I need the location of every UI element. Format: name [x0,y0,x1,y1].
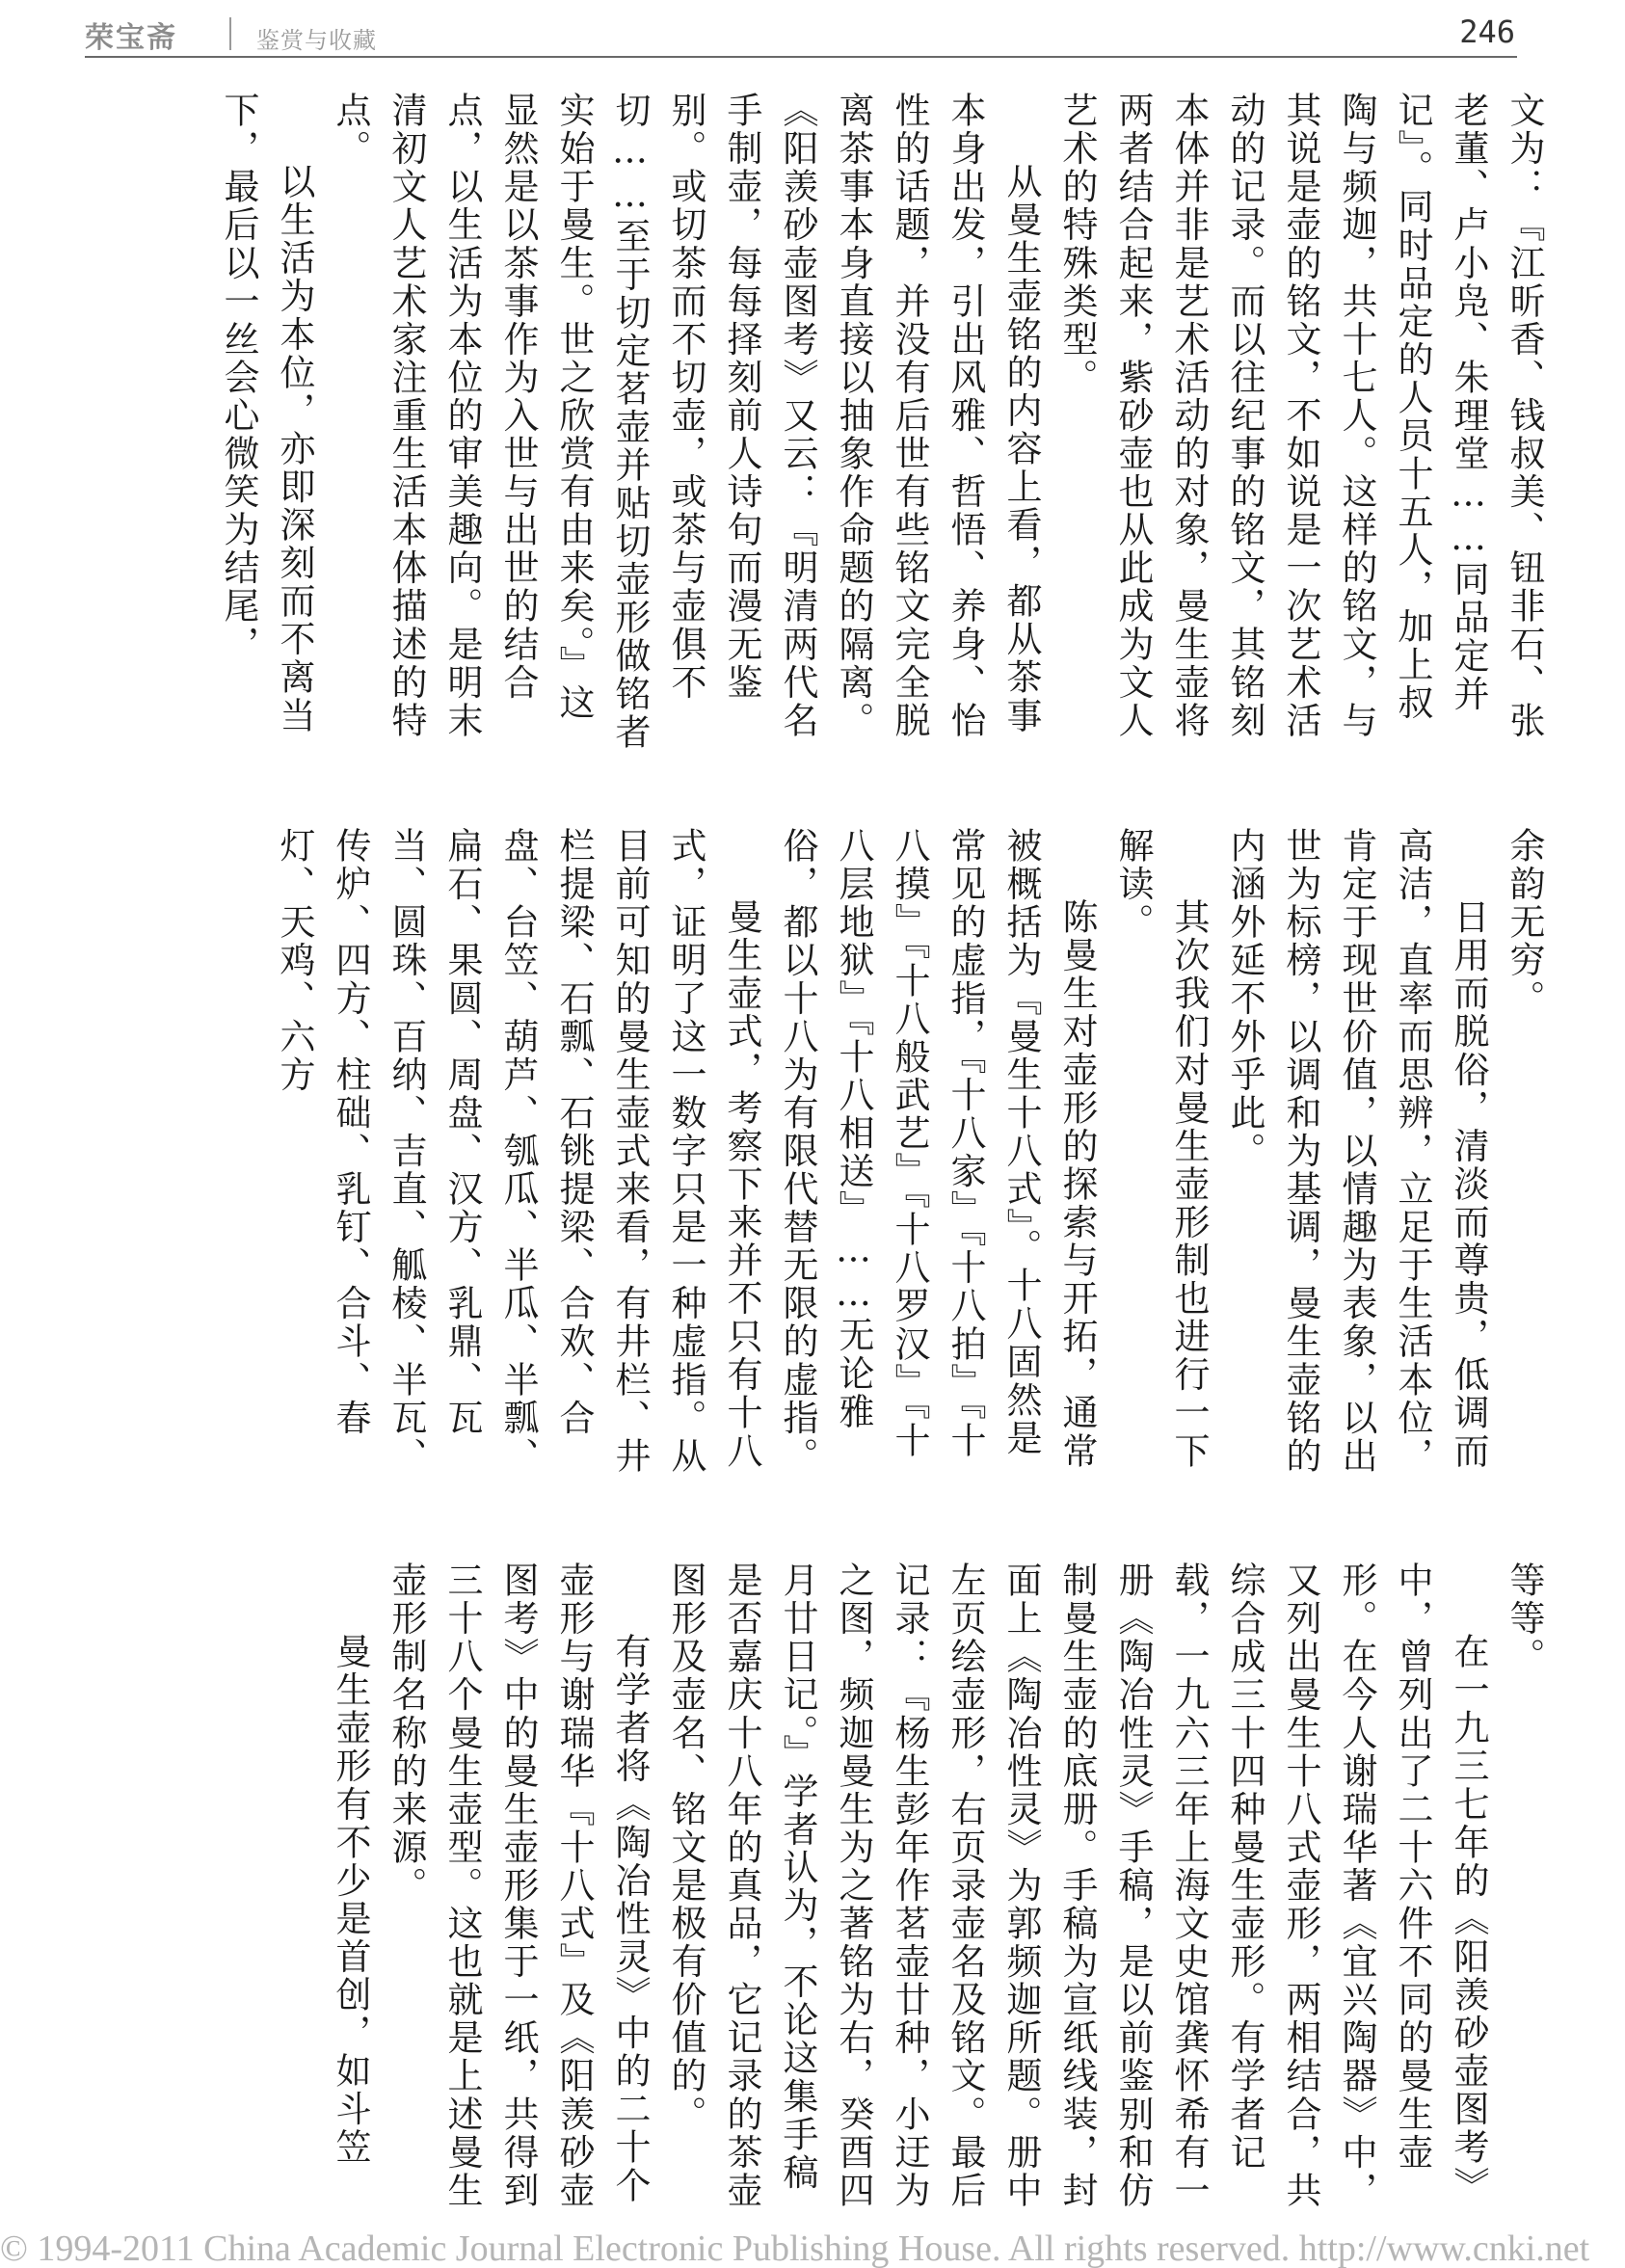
paragraph: 曼生壶式，考察下来并不只有十八式，证明了这一数字只是一种虚指。从目前可知的曼生壶式来看，有井栏、井栏提梁、石瓢、石铫提梁、合欢、合盘、台笠、葫芦、瓠瓜、半瓜、半瓢、扁石、果圆、周盘、汉方、乳鼎、瓦当、圆珠、百纳、吉直、觚棱、半瓦、传炉、四方、柱础、乳钉、合斗、春灯、天鸡、六方 [274,827,762,1476]
paragraph: 在一九三七年的《阳羡砂壶图考》中，曾列出了二十六件不同的曼生壶形。在今人谢瑞华著《宜兴陶器》中，又列出曼生十八式壶形，两相结合，共综合成三十四种曼生壶形。有学者记载，一九六三年上海文史馆龚怀希有一册《陶冶性灵》手稿，是以前鉴别和仿制曼生壶的底册。手稿为宣纸线装，封面上《陶冶性灵》为郭频迦所题。册中左页绘壶形，右页录壶名及铭文。最后记录：『杨生彭年作茗壶廿种，小迂为之图，频迦曼生为之著铭为右，癸酉四月廿日记。』学者认为，不论这集手稿是否嘉庆十八年的真品，它记录的茶壶图形及壶名、铭文是极有价值的。 [665,1561,1489,2210]
paragraph: 有学者将《陶冶性灵》中的二十个壶形与谢瑞华『十八式』及《阳羡砂壶图考》中的曼生壶形集于一纸，共得到三十八个曼生壶型。这也就是上述曼生壶形制名称的来源。 [386,1561,651,2210]
text-block-middle [67,827,1552,1489]
text-block-bottom [67,1561,1552,2224]
journal-brand: 荣宝斋 [85,21,177,55]
header-rule [85,56,1517,58]
paragraph: 以生活为本位，亦即深刻而不离当下，最后以一丝会心微笑为结尾， [218,92,315,735]
copyright-footer: © 1994-2011 China Academic Journal Electronic Publishing House. All rights reserved. http://www.cnki.net [0,2229,1590,2268]
text-block-top [67,92,1552,754]
paragraph: 曼生壶形有不少是首创，如斗笠 [330,1633,371,2167]
section-title: 鉴赏与收藏 [256,27,377,54]
paragraph: 日用而脱俗，清淡而尊贵，低调而高洁，直率而思辨，立足于生活本位，肯定于现世价值，以情趣为表象，以出世为标榜，以调和为基调，曼生壶铭的内涵外延不外乎此。 [1224,827,1489,1476]
paragraph: 余韵无穷。 [1504,827,1545,1018]
paragraph: 等等。 [1504,1561,1545,1676]
header-separator [229,17,231,50]
paragraph: 其次我们对曼生壶形制也进行一下解读。 [1112,827,1210,1471]
paragraph: 陈曼生对壶形的探索与开拓，通常被概括为『曼生十八式』。十八固然是常见的虚指，『十八家』『十八拍』『十八摸』『十八般武艺』『十八罗汉』『十八层地狱』『十八相送』……无论雅俗，都以十八为有限代替无限的虚指。 [777,827,1098,1476]
page-number: 246 [1459,13,1515,50]
page-header [85,12,1517,56]
paragraph: 文为：『江昕香、钱叔美、钮非石、张老董、卢小凫、朱理堂……同品定并记』。同时品定的人员十五人，加上叔陶与频迦，共十七人。这样的铭文，与其说是壶的铭文，不如说是一次艺术活动的记录。而以往纪事的铭文，其铭刻本体并非是艺术活动的对象，曼生壶将两者结合起来，紫砂壶也从此成为文人艺术的特殊类型。 [1056,92,1545,740]
paragraph: 从曼生壶铭的内容上看，都从茶事本身出发，引出风雅、哲悟、养身、怡性的话题，并没有后世有些铭文完全脱离茶事本身直接以抽象作命题的隔离。《阳羡砂壶图考》又云：『明清两代名手制壶，每每择刻前人诗句而漫无鉴别。或切茶而不切壶，或茶与壶俱不切……至于切定茗壶并贴切壶形做铭者实始于曼生。世之欣赏有由来矣。』这显然是以茶事作为入世与出世的结合点，以生活为本位的审美趣向。是明末清初文人艺术家注重生活本体描述的特点。 [330,92,1042,752]
